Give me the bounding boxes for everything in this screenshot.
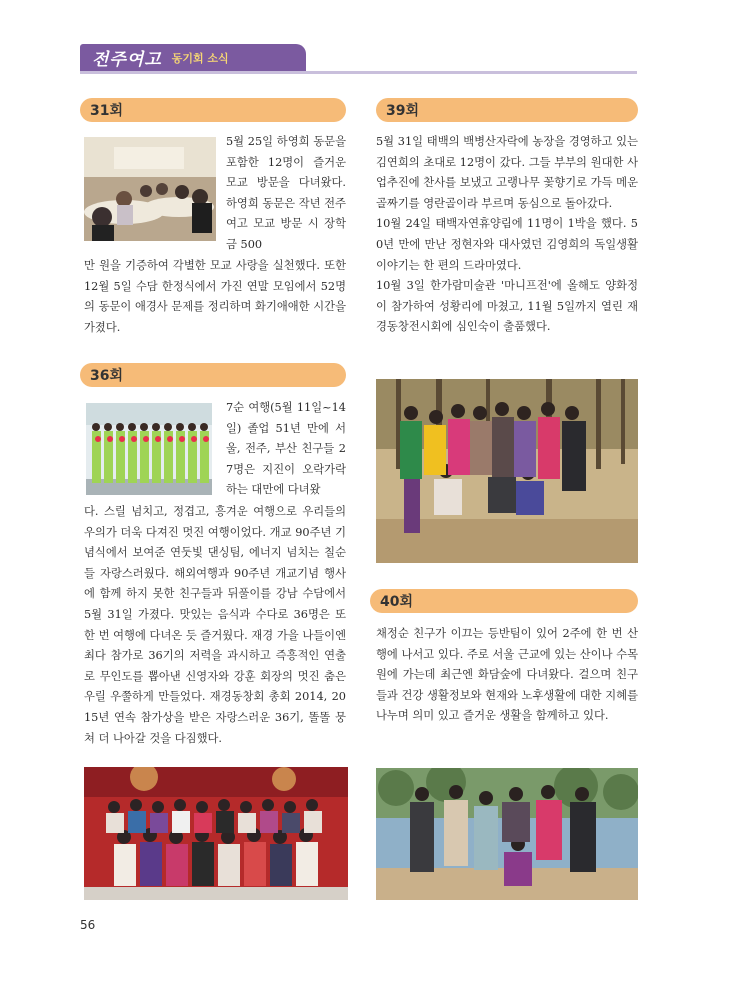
section-header-tab [80,44,306,71]
school-name-title: 전주여고 [92,50,162,70]
photo-39-forest-group [376,379,638,563]
section-40-text: 채정순 친구가 이끄는 등반팀이 있어 2주에 한 번 산행에 나서고 있다. 주로 서울 근교에 있는 산이나 수목원에 가는데 최근엔 화담숲에 다녀왔다. 걸으며 친구들과 건강 생활정보와 현재와 노후생활에 대한 지혜를 나누며 의미 있고 즐거운 생활을 함께하고 있다. [376,627,638,723]
photo-36-dance-team [86,403,212,495]
section-heading-36: 36회 [80,363,346,387]
section-heading-31: 31회 [80,98,346,122]
page-number: 56 [80,918,96,932]
section-39-paragraph-3: 10월 3일 한가람미술관 '마니프전'에 올해도 양화정이 참가하여 성황리에 마쳤고, 11월 5일까지 열린 재경동창전시회에 심인숙이 출품했다. [376,279,638,334]
section-31-text-full: 만 원을 기증하여 각별한 모교 사랑을 실천했다. 또한 12월 5일 수담 한정식에서 가진 연말 모임에서 52명의 동문이 애경사 문제를 정리하며 화기애애한 시간을 가졌다. [84,259,346,334]
section-31-text-right: 5월 25일 하영희 동문을 포함한 12명이 즐거운 모교 방문을 다녀왔다. 하영희 동문은 작년 전주여고 모교 방문 시 장학금 500 [226,135,346,251]
section-heading-39: 39회 [376,98,638,122]
photo-31-luncheon [84,137,216,241]
section-subtitle: 동기회 소식 [171,51,229,65]
photo-40-hiking-group [376,768,638,900]
section-39-paragraph-2: 10월 24일 태백자연휴양림에 11명이 1박을 했다. 50년 만에 만난 정현자와 대사였던 김영희의 독일생활 이야기는 한 편의 드라마였다. [376,217,638,272]
photo-36-group-stage [84,767,348,900]
section-39-text [376,132,638,338]
section-36-text-full: 다. 스릴 넘치고, 정겹고, 흥겨운 여행으로 우리들의 우의가 더욱 다져진 멋진 여행이었다. 개교 90주년 기념식에서 보여준 연둣빛 댄싱팀, 에너지 넘치는 칠순들 자랑스러웠다. 해외여행과 90주년 개교기념 행사에 함께 하지 못한 친구들과 뒤풀이를 강남 수담에서 5월 31일 가졌다. 맛있는 음식과 수다로 36명은 또 한 번 여행에 다녀온 듯 즐거웠다. 재경 가을 나들이엔 최다 참가로 36기의 저력을 과시하고 즉흥적인 연출로 무인도를 뽑아낸 신영자와 강훈 회장의 멋진 춤은 우릴 우쭐하게 만들었다. 재경동창회 총회 2014, 2015년 연속 참가상을 받은 자랑스러운 36기, 똘똘 뭉쳐 더 나아갈 것을 다짐했다. [84,505,346,745]
section-36-text-right: 7순 여행(5월 11일~14일) 졸업 51년 만에 서울, 전주, 부산 친구들 27명은 지진이 오락가락하는 대만에 다녀왔 [226,401,346,497]
header-divider [80,71,637,74]
section-heading-40: 40회 [370,589,638,613]
section-39-paragraph-1: 5월 31일 태백의 백병산자락에 농장을 경영하고 있는 김연희의 초대로 12명이 갔다. 그들 부부의 원대한 사업추진에 찬사를 보냈고 고랭나무 꽃향기로 가득 메운 골짜기를 영란골이라 부르며 동심으로 돌아갔다. [376,135,638,210]
